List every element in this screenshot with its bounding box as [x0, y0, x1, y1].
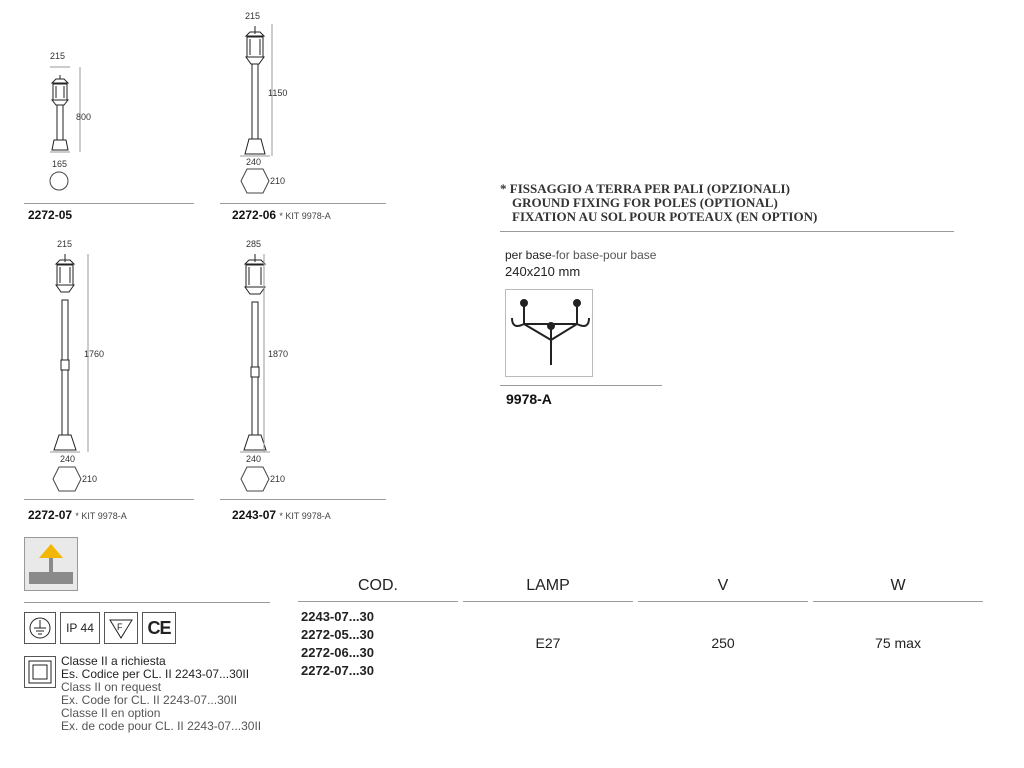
ground-symbol-badge [24, 612, 56, 644]
code-item: 2243-07...30 [301, 609, 375, 624]
code-list [301, 608, 374, 680]
f-mark-triangle-icon [105, 613, 137, 643]
fixing-title [500, 182, 817, 224]
divider [500, 231, 954, 232]
lamp-value: E27 [535, 635, 561, 651]
kit-drawing-frame [505, 289, 593, 377]
class-ii-note [61, 655, 261, 733]
class-note-line: Es. Codice per CL. II 2243-07...30II [61, 667, 250, 681]
width-dim: 215 [57, 239, 73, 249]
height-dim: 1760 [84, 349, 105, 359]
base-dim: 165 [52, 159, 68, 169]
code-item: 2272-07...30 [301, 663, 375, 678]
product-code: 2243-07 * KIT 9978-A [232, 508, 331, 522]
header-rule [813, 601, 983, 602]
kit-label: * KIT 9978-A [279, 511, 331, 521]
double-square-icon [25, 657, 55, 687]
base2-dim: 210 [270, 474, 286, 484]
header-rule [638, 601, 808, 602]
earth-ground-icon [25, 613, 55, 643]
header-cod: COD. [358, 577, 398, 594]
class-note-line: Classe II a richiesta [61, 654, 166, 668]
base-dim: 240 [60, 454, 76, 464]
watt-value: 75 max [875, 635, 921, 651]
ip-rating-badge: IP 44 [60, 612, 100, 644]
base-dim: 240 [246, 454, 262, 464]
fixing-title-en: GROUND FIXING FOR POLES (OPTIONAL) [512, 195, 778, 210]
kit-code: 9978-A [506, 391, 552, 407]
f-mark-badge [104, 612, 138, 644]
class-note-line: Classe II en option [61, 706, 161, 720]
product-code: 2272-07 * KIT 9978-A [28, 508, 127, 522]
divider [24, 499, 194, 500]
base2-dim: 210 [82, 474, 98, 484]
base-label: per base-for base-pour base [505, 248, 657, 262]
width-dim: 215 [50, 51, 66, 61]
kit-label: * KIT 9978-A [75, 511, 127, 521]
lamp-type-icon [24, 537, 78, 591]
divider [24, 203, 194, 204]
divider [24, 602, 270, 603]
fixing-title-fr: FIXATION AU SOL POUR POTEAUX (EN OPTION) [512, 209, 818, 224]
product-code: 2272-05 [28, 208, 73, 222]
header-v: V [717, 577, 729, 594]
ground-fixing-kit-icon [506, 290, 592, 376]
height-dim: 1870 [268, 349, 289, 359]
width-dim: 215 [245, 11, 261, 21]
divider [500, 385, 662, 386]
divider [220, 203, 386, 204]
hexagon-base-icon [240, 466, 270, 492]
class-note-line: Ex. Code for CL. II 2243-07...30II [61, 693, 238, 707]
header-rule [463, 601, 633, 602]
class-note-line: Ex. de code pour CL. II 2243-07...30II [61, 719, 262, 733]
height-dim: 1150 [268, 88, 288, 98]
code-item: 2272-05...30 [301, 627, 375, 642]
header-rule [298, 601, 458, 602]
header-lamp: LAMP [526, 577, 570, 594]
kit-label: * KIT 9978-A [279, 211, 331, 221]
round-base-icon [48, 170, 70, 192]
height-dim: 800 [76, 112, 92, 122]
svg-text:F: F [117, 622, 123, 632]
width-dim: 285 [246, 239, 262, 249]
volt-value: 250 [711, 635, 735, 651]
ground-light-icon [25, 538, 77, 590]
base2-dim: 210 [270, 176, 286, 186]
product-code: 2272-06 * KIT 9978-A [232, 208, 331, 222]
base-size: 240x210 mm [505, 264, 581, 279]
hexagon-base-icon [240, 168, 270, 194]
class-ii-badge [24, 656, 56, 688]
code-item: 2272-06...30 [301, 645, 375, 660]
divider [220, 499, 386, 500]
class-note-line: Class II on request [61, 680, 162, 694]
fixing-title-it: * FISSAGGIO A TERRA PER PALI (OPZIONALI) [500, 181, 790, 196]
base-dim: 240 [246, 157, 262, 167]
hexagon-base-icon [52, 466, 82, 492]
header-w: W [890, 577, 906, 594]
ce-mark-badge: CE [142, 612, 176, 644]
